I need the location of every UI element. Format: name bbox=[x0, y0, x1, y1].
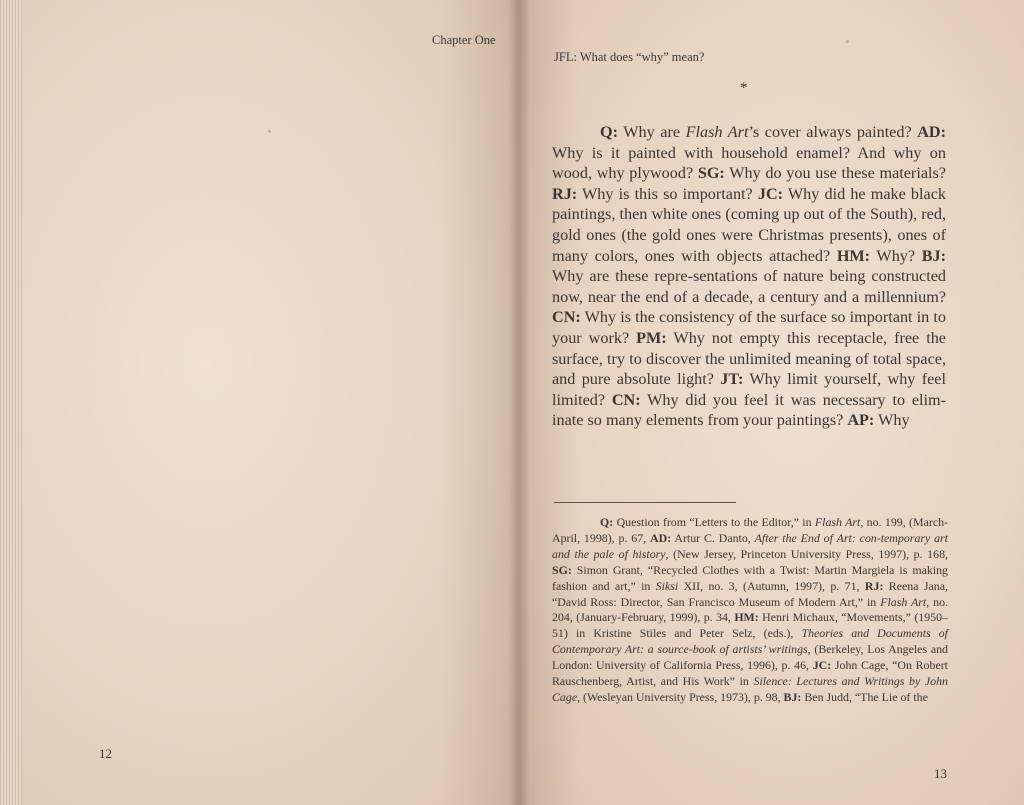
text-run: Why not empty this receptacle, free the surface, try to discover the unlimited meaning of total space, and pure absolute light? bbox=[552, 328, 946, 389]
text-run: , no. 204, (January-February, 1999), p. 34, bbox=[552, 594, 948, 625]
text-run: ’s cover always painted? bbox=[748, 123, 918, 141]
text-run: Why did you feel it was necessary to elim-inate so many elements from your paintings? bbox=[552, 390, 946, 430]
epigraph: JFL: What does “why” mean? bbox=[554, 50, 705, 64]
running-head: Chapter One bbox=[432, 33, 496, 47]
speaker-label: SG: bbox=[552, 562, 572, 577]
page-number-left: 12 bbox=[99, 746, 112, 761]
speaker-label: AP: bbox=[847, 411, 875, 430]
text-run: Why bbox=[874, 411, 910, 430]
text-run: Why did he make black paintings, then white ones (coming up out of the South), red, gold ones (the gold ones were Christmas presents), ones of many colors, ones with objects attached? bbox=[552, 184, 946, 265]
speaker-label: PM: bbox=[636, 328, 667, 347]
text-run: Simon Grant, “Recycled Clothes with a Twist: Martin Margiela is making fashion and art,” in bbox=[552, 562, 948, 593]
speaker-label: CN: bbox=[552, 308, 581, 327]
speaker-label: BJ: bbox=[783, 689, 802, 704]
text-run: Question from “Letters to the Editor,” in bbox=[613, 515, 815, 529]
text-run: Why are these repre-sentations of nature being constructed now, near the end of a decade, a century and a millennium? bbox=[552, 267, 946, 306]
text-run: Henri Michaux, “Movements,” (1950–51) in Kristine Stiles and Peter Selz, (eds.), bbox=[552, 610, 948, 641]
text-run: Artur C. Danto, bbox=[671, 530, 755, 545]
footnote-rule bbox=[554, 502, 736, 503]
italic-title: Siksi bbox=[655, 578, 679, 593]
speaker-label: AD: bbox=[917, 123, 946, 141]
page-edges bbox=[0, 0, 22, 805]
speaker-label: HM: bbox=[734, 610, 759, 625]
speaker-label: JC: bbox=[757, 184, 784, 203]
paper-speck bbox=[846, 40, 849, 43]
text-run: , no. 199, (March-April, 1998), p. 67, bbox=[552, 515, 949, 545]
speaker-label: RJ: bbox=[864, 578, 884, 593]
text-run: John Cage, “On Robert Rauschenberg, Artist, and His Work” in bbox=[552, 658, 948, 689]
italic-title: Theories and Documents of Contemporary Art: a source-book of artists’ writings bbox=[552, 626, 948, 657]
text-run: Why is this so important? bbox=[577, 184, 758, 203]
speaker-label: AD: bbox=[650, 530, 672, 545]
text-run: , (Berkeley, Los Angeles and London: University of California Press, 1996), p. 46, bbox=[552, 642, 948, 673]
speaker-label: Q: bbox=[600, 123, 618, 141]
italic-title: Silence: Lectures and Writings by John Cage bbox=[552, 674, 948, 704]
section-separator: * bbox=[740, 80, 748, 96]
text-run: , (Wesleyan University Press, 1973), p. 98, bbox=[577, 689, 784, 704]
speaker-label: JT: bbox=[720, 370, 744, 389]
text-run: Why limit yourself, why feel limited? bbox=[552, 370, 946, 409]
speaker-label: SG: bbox=[697, 164, 725, 183]
page-number-right: 13 bbox=[934, 766, 947, 781]
italic-title: After the End of Art: con-temporary art and the pale of history bbox=[552, 530, 948, 561]
right-page bbox=[518, 0, 1024, 805]
book-gutter bbox=[508, 0, 530, 805]
speaker-label: BJ: bbox=[921, 246, 946, 265]
body-text bbox=[552, 122, 946, 431]
text-run: Why is the consistency of the surface so important in to your work? bbox=[552, 308, 946, 347]
body-paragraph bbox=[552, 122, 946, 431]
text-run: Why? bbox=[870, 246, 922, 265]
speaker-label: Q: bbox=[600, 515, 614, 529]
text-run: Ben Judd, “The Lie of the bbox=[801, 689, 928, 704]
footnote-paragraph bbox=[552, 515, 948, 706]
italic-title: Flash Art bbox=[880, 594, 927, 609]
speaker-label: RJ: bbox=[552, 184, 578, 203]
text-run: Reena Jana, “David Ross: Director, San Francisco Museum of Modern Art,” in bbox=[552, 578, 948, 609]
text-run: Why are bbox=[617, 123, 686, 141]
speaker-label: HM: bbox=[836, 246, 871, 265]
text-run: Why do you use these materials? bbox=[724, 164, 946, 183]
text-run: XII, no. 3, (Autumn, 1997), p. 71, bbox=[678, 578, 865, 593]
paper-speck bbox=[268, 130, 271, 133]
speaker-label: CN: bbox=[611, 390, 641, 409]
italic-title: Flash Art bbox=[685, 123, 749, 141]
footnotes bbox=[552, 515, 948, 706]
text-run: Why is it painted with household enamel? And why on wood, why plywood? bbox=[552, 143, 946, 183]
italic-title: Flash Art bbox=[814, 515, 861, 529]
speaker-label: JC: bbox=[812, 658, 832, 673]
text-run: , (New Jersey, Princeton University Press, 1997), p. 168, bbox=[665, 546, 948, 561]
